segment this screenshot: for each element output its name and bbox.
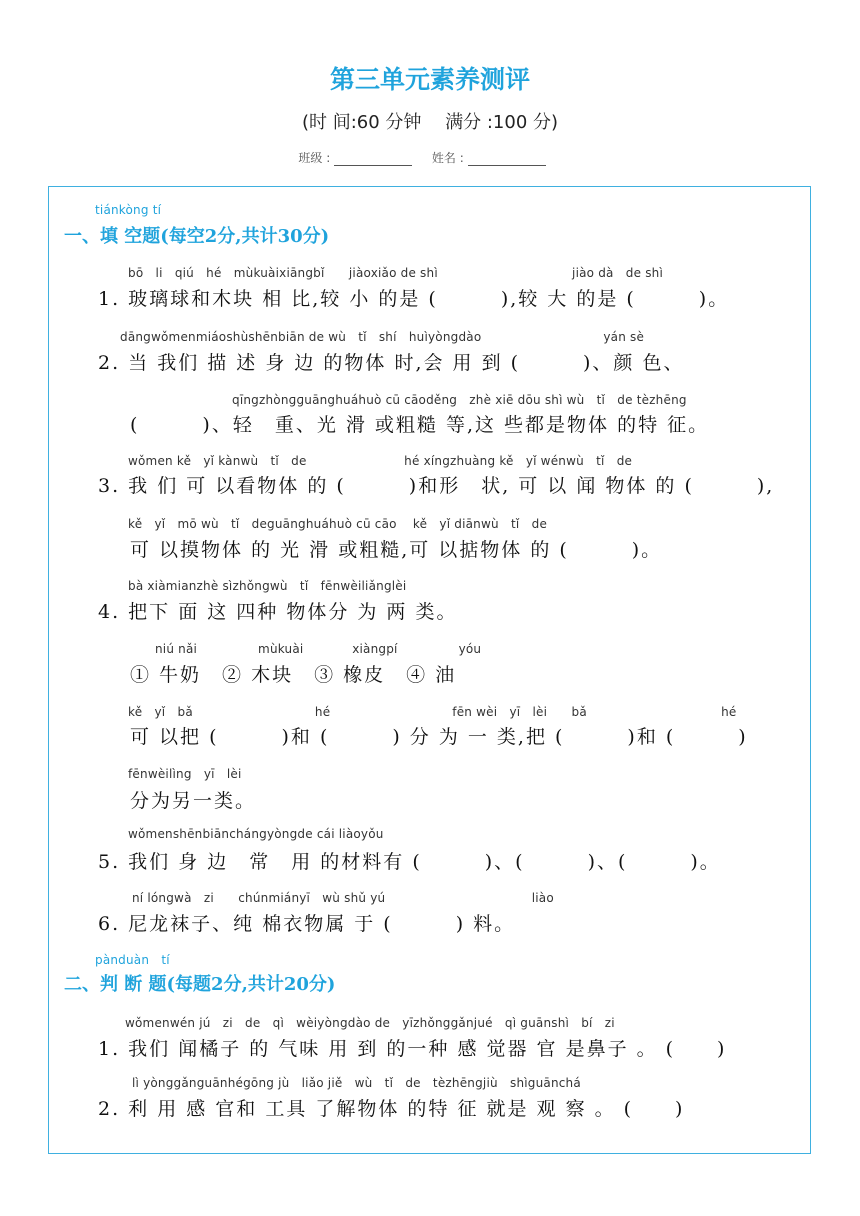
q5-text: 5. 我们 身 边 常 用 的材料有 ( )、( )、( )。 [98, 851, 721, 873]
q4-pinyin: bà xiàmianzhè sìzhǒngwù tǐ fēnwèiliǎnglèi [128, 579, 407, 593]
q4c-pinyin: fēnwèilìng yī lèi [128, 767, 242, 781]
q2-text: 2. 当 我们 描 述 身 边 的物体 时,会 用 到 ( )、颜 色、 [98, 352, 685, 374]
section1-pinyin: tiánkòng tí [95, 203, 162, 217]
q5-pinyin: wǒmenshēnbiānchángyòngde cái liàoyǒu [128, 827, 384, 841]
section2-pinyin: pànduàn tí [95, 953, 170, 967]
tf1-pinyin: wǒmenwén jú zi de qì wèiyòngdào de yīzhǒnggǎnjué qì guānshì bí zi [125, 1016, 615, 1030]
q6-text: 6. 尼龙袜子、纯 棉衣物属 于 ( ) 料。 [98, 913, 516, 935]
q6-pinyin: ní lóngwà zi chúnmiányī wù shǔ yú liào [132, 891, 554, 905]
tf2-text: 2. 利 用 感 官和 工具 了解物体 的特 征 就是 观 察 。 ( ) [98, 1098, 685, 1120]
q4-options-pinyin: niú nǎi mùkuài xiàngpí yóu [155, 642, 482, 656]
name-label: 姓名 : [431, 151, 464, 165]
q4c-text: 分为另一类。 [130, 790, 257, 812]
q3-pinyin: wǒmen kě yǐ kànwù tǐ de hé xíngzhuàng kě yǐ wénwù tǐ de [128, 454, 633, 468]
q4b-pinyin: kě yǐ bǎ hé fēn wèi yī lèi bǎ hé [128, 705, 737, 719]
q3b-pinyin: kě yǐ mō wù tǐ deguānghuáhuò cū cāo kě yǐ diānwù tǐ de [128, 517, 548, 531]
q3-text: 3. 我 们 可 以看物体 的 ( )和形 状, 可 以 闻 物体 的 ( ), [98, 475, 775, 497]
exam-info: (时 间:60 分钟 满分 :100 分) [301, 112, 559, 133]
name-blank[interactable] [468, 153, 546, 166]
q1-pinyin: bō li qiú hé mùkuàixiāngbǐ jiàoxiǎo de shì jiào dà de shì [128, 266, 664, 280]
q2b-text: ( )、轻 重、光 滑 或粗糙 等,这 些都是物体 的特 征。 [130, 414, 710, 436]
q4b-text: 可 以把 ( )和 ( ) 分 为 一 类,把 ( )和 ( ) [130, 726, 748, 748]
section1-heading: 一、填 空题(每空2分,共计30分) [64, 226, 330, 247]
tf2-pinyin: lì yònggǎnguānhégōng jù liǎo jiě wù tǐ de tèzhēngjiù shìguānchá [132, 1076, 581, 1090]
tf1-text: 1. 我们 闻橘子 的 气味 用 到 的一种 感 觉器 官 是鼻子 。 ( ) [98, 1038, 727, 1060]
q4-options: ① 牛奶 ② 木块 ③ 橡皮 ④ 油 [130, 664, 457, 686]
section2-heading: 二、判 断 题(每题2分,共计20分) [64, 974, 336, 995]
q2-pinyin: dāngwǒmenmiáoshùshēnbiān de wù tǐ shí huìyòngdào yán sè [120, 330, 645, 344]
q4-text: 4. 把下 面 这 四种 物体分 为 两 类。 [98, 601, 458, 623]
class-label: 班级 : [298, 151, 331, 165]
student-info [0, 149, 860, 166]
q1-text: 1. 玻璃球和木块 相 比,较 小 的是 ( ),较 大 的是 ( )。 [98, 288, 730, 310]
class-blank[interactable] [334, 153, 412, 166]
q3b-text: 可 以摸物体 的 光 滑 或粗糙,可 以掂物体 的 ( )。 [130, 539, 663, 561]
page-title: 第三单元素养测评 [329, 65, 530, 94]
q2b-pinyin: qīngzhònɡɡuānghuáhuò cū cāoděng zhè xiē dōu shì wù tǐ de tèzhēng [232, 393, 687, 407]
